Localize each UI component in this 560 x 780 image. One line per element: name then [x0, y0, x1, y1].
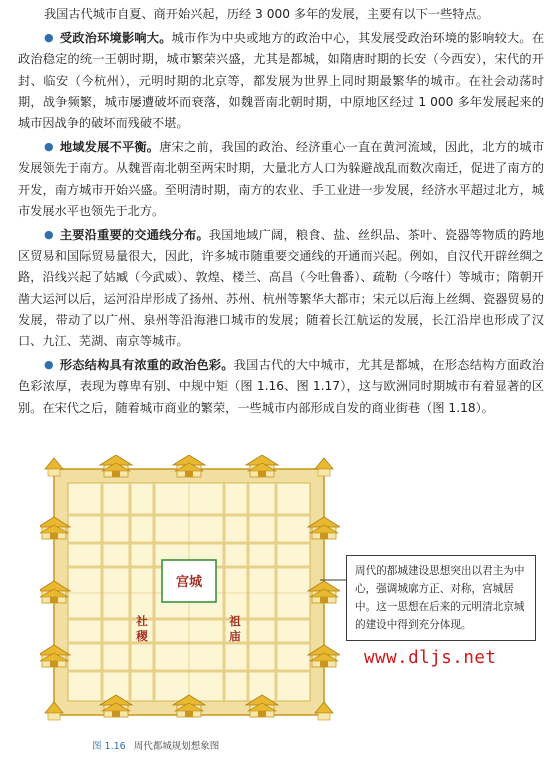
feature-political: [18, 28, 544, 134]
feature-regional: [18, 137, 544, 222]
altar-label-2: 稷: [136, 629, 148, 643]
gate-icon: [173, 455, 205, 477]
body-text: [18, 4, 544, 422]
figure-callout: 周代的都城建设思想突出以君主为中心，强调城廓方正、对称，宫城居中。这一思想在后来的元明清北京城的建设中得到充分体现。: [346, 555, 536, 641]
city-plan-figure: [40, 455, 340, 727]
temple-label-2: 庙: [229, 629, 241, 643]
bullet-icon: ●: [44, 31, 54, 45]
figure-caption: [92, 738, 219, 752]
gate-icon: [100, 455, 132, 477]
corner-tower-icon: [315, 458, 333, 476]
feature-body: 我国古代的大中城市，尤其是都城，在形态结构方面政治色彩浓厚，表现为尊卑有别、中规中矩（图 1.16、图 1.17），这与欧洲同时期城市有着显著的区别。在宋代之后，随着城市商业的繁荣，一些城市内部形成自发的商业街巷（图 1.18）。: [18, 358, 545, 415]
altar-label-1: 社: [136, 614, 148, 628]
palace-label: 宫城: [175, 575, 203, 590]
corner-tower-icon: [45, 458, 63, 476]
feature-lead: 地域发展不平衡。: [59, 140, 160, 155]
gate-icon: [246, 455, 278, 477]
feature-transport: [18, 225, 544, 352]
feature-lead: 受政治环境影响大。: [59, 31, 172, 46]
bullet-icon: ●: [44, 228, 54, 242]
feature-lead: 形态结构具有浓重的政治色彩。: [59, 358, 234, 373]
intro-paragraph: 我国古代城市自夏、商开始兴起，历经 3 000 多年的发展，主要有以下一些特点。: [44, 7, 489, 21]
feature-body: 城市作为中央或地方的政治中心，其发展受政治环境的影响较大。在政治稳定的统一王朝时期，城市繁荣兴盛，尤其是都城，如隋唐时期的长安（今西安），宋代的开封、临安（今杭州），元明时期的北京等，都发展为世界上同时期最繁华的城市。在社会动荡时期，战争频繁，城市屡遭破坏而衰落，如魏晋南北朝时期，中原地区经过 1 000 多年发展起来的城市因战争的破坏而残破不堪。: [18, 31, 545, 131]
feature-form: [18, 355, 544, 419]
bullet-icon: ●: [44, 358, 54, 372]
feature-body: 我国地域广阔，粮食、盐、丝织品、茶叶、瓷器等物质的跨地区贸易和国际贸易量很大，因此，许多城市随重要交通线的开通而兴起。例如，自汉代开辟丝绸之路，沿线兴起了姑臧（今武威）、敦煌、楼兰、高昌（今吐鲁番）、疏勒（今喀什）等城市；隋朝开凿大运河以后，运河沿岸形成了扬州、苏州、杭州等繁华大都市；宋元以后海上丝绸、瓷器贸易的发展，带动了以广州、泉州等沿海港口城市的发展；随着长江航运的发展，长江沿岸也形成了汉口、九江、芜湖、南京等城市。: [18, 228, 545, 349]
caption-text: 周代都城规划想象图: [133, 741, 220, 752]
caption-number: 图 1.16: [92, 741, 126, 752]
feature-body: 唐宋之前，我国的政治、经济重心一直在黄河流域，因此，北方的城市发展领先于南方。从魏晋南北朝至两宋时期，大量北方人口为躲避战乱而数次南迁，促进了南方的开发，南方城市开始兴盛。至明清时期，南方的农业、手工业进一步发展，经济水平超过北方，城市发展水平也领先于北方。: [18, 140, 545, 218]
watermark: www.dljs.net: [364, 648, 497, 668]
temple-label-1: 祖: [229, 614, 241, 628]
bullet-icon: ●: [44, 140, 54, 154]
feature-lead: 主要沿重要的交通线分布。: [59, 228, 209, 243]
